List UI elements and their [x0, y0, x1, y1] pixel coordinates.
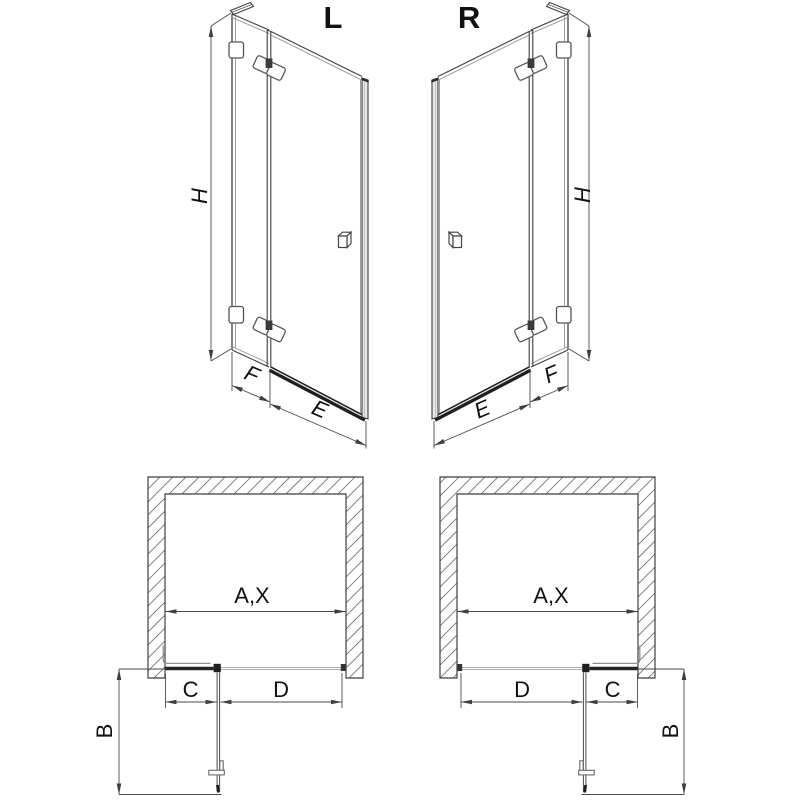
dim-label-door-open-depth-left: B — [92, 723, 117, 739]
dim-label-fixed-width-right: F — [539, 359, 563, 389]
dim-extension-line — [211, 13, 231, 26]
dim-label-door-open-depth-right: B — [658, 723, 683, 739]
dim-label-height-left: H — [187, 188, 212, 204]
hinge-block-plan — [214, 664, 221, 672]
wall-bracket-plan — [341, 664, 346, 671]
labels — [92, 0, 683, 738]
dim-label-door-segment-left: D — [273, 677, 289, 702]
hinge-pivot-bottom — [266, 321, 273, 331]
handle-plan — [209, 761, 225, 775]
dim-label-door-width-right: E — [470, 394, 494, 424]
door-panel — [270, 32, 369, 420]
front-view-right — [431, 3, 589, 449]
dim-extension-line — [211, 349, 231, 361]
variant-label-left: L — [323, 0, 343, 35]
door-glass-plan — [219, 667, 344, 669]
top-wall-profile — [231, 3, 254, 15]
dim-height — [211, 13, 231, 361]
variant-label-right: R — [457, 0, 481, 35]
dim-label-door-width-left: E — [308, 394, 332, 424]
dim-line-fixed-width — [232, 386, 270, 403]
hinge-wall-plate-top — [229, 42, 244, 58]
hinges — [229, 42, 286, 342]
wall-profile-plan — [163, 646, 210, 664]
front-view-left — [211, 3, 369, 449]
niche-walls-plan-right — [440, 477, 655, 678]
dim-label-opening-width-right: A,X — [533, 583, 569, 608]
hinge-wall-plate-bottom — [229, 307, 244, 324]
dim-label-door-segment-right: D — [514, 677, 530, 702]
handle-knob — [339, 232, 352, 247]
fixed-panel-top-edge — [232, 14, 269, 30]
dim-label-fixed-segment-right: C — [604, 677, 621, 702]
dim-door-open-depth — [119, 669, 222, 795]
dim-label-height-right: H — [570, 187, 595, 203]
dim-label-fixed-segment-left: C — [182, 677, 199, 702]
hinge-pivot-top — [266, 59, 273, 69]
hinge-post — [267, 30, 271, 369]
dim-label-opening-width-left: A,X — [234, 583, 270, 608]
dim-label-fixed-width-left: F — [240, 359, 264, 389]
niche-walls-plan-left — [148, 477, 363, 678]
door-tip-plan — [217, 785, 218, 793]
